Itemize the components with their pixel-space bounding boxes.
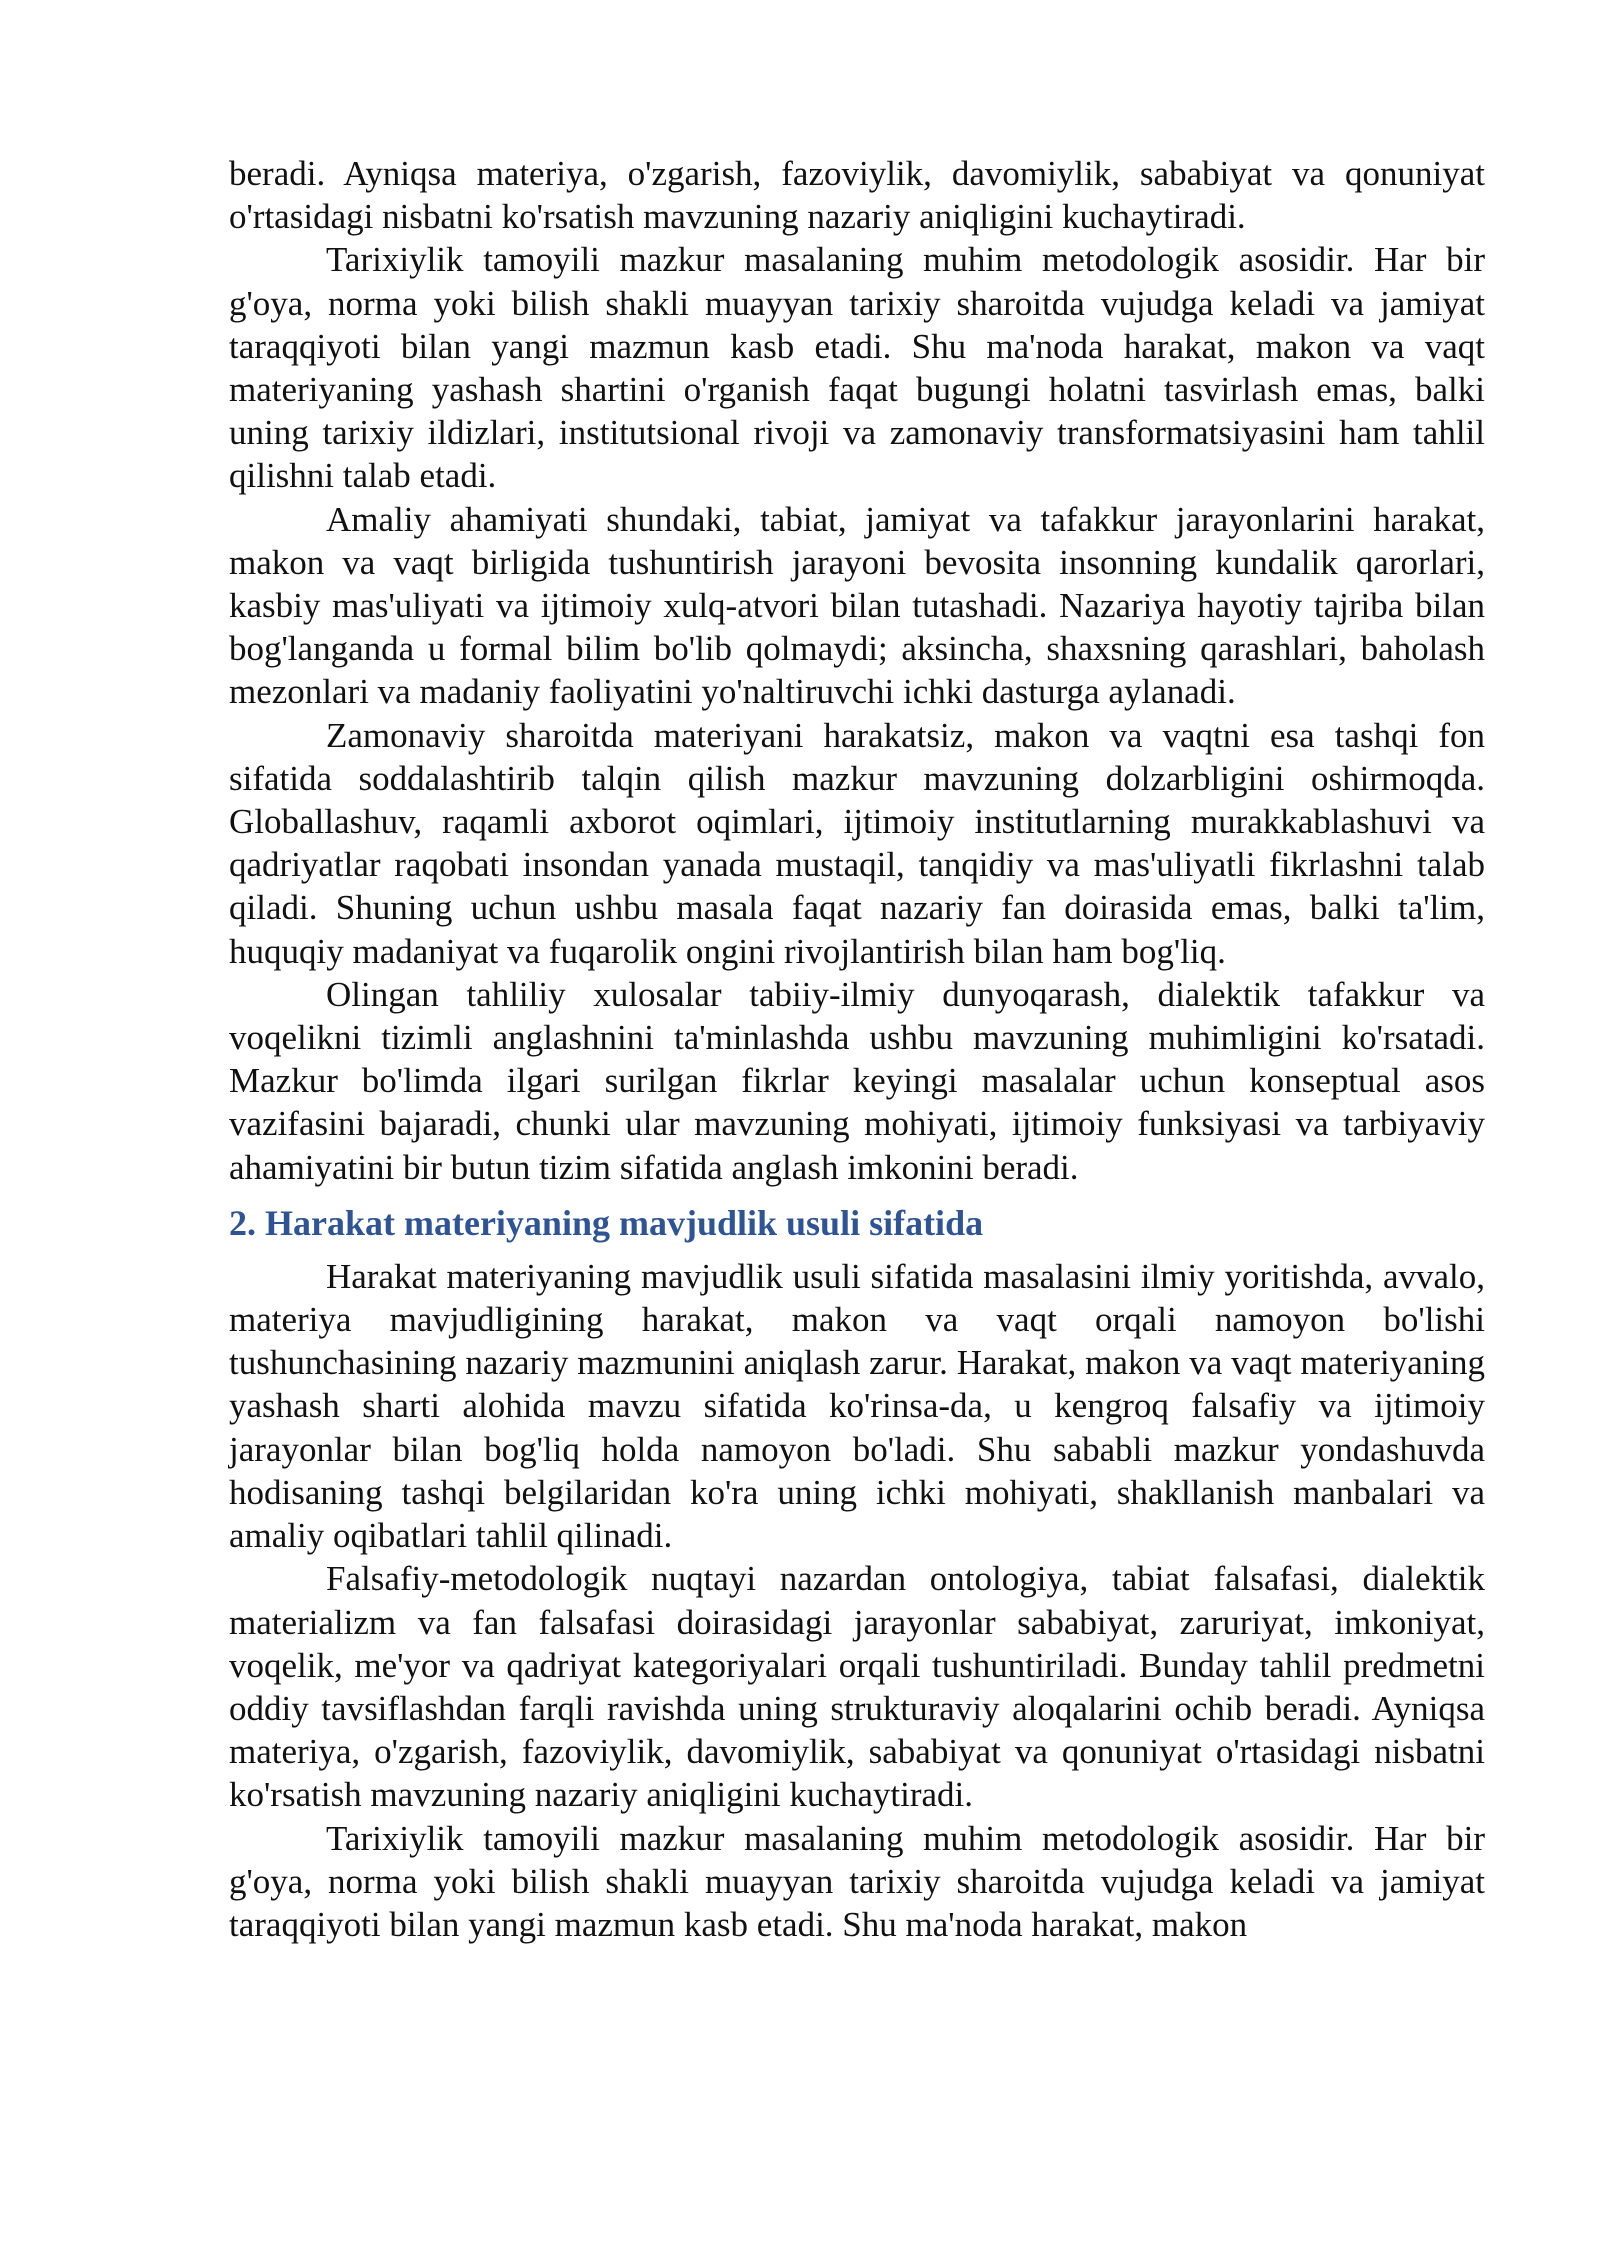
paragraph-modern-conditions: Zamonaviy sharoitda materiyani harakatsiz, makon va vaqtni esa tashqi fon sifatida soddalashtirib talqin qilish mazkur mavzuning dolzarbligini oshirmoqda. Globallashuv, raqamli axborot oqimlari, ijtimoiy institutlarning murakkablashuvi va qadriyatlar raqobati insondan yanada mustaqil, tanqidiy va mas'uliyatli fikrlashni talab qiladi. Shuning uchun ushbu masala faqat nazariy fan doirasida emas, balki ta'lim, huquqiy madaniyat va fuqarolik ongini rivojlantirish bilan ham bog'liq. xyxy=(229,715,1485,971)
paragraph-historicity-repeat: Tarixiylik tamoyili mazkur masalaning muhim metodologik asosidir. Har bir g'oya, norma yoki bilish shakli muayyan tarixiy sharoitda vujudga keladi va jamiyat taraqqiyoti bilan yangi mazmun kasb etadi. Shu ma'noda harakat, makon xyxy=(229,1818,1485,1944)
paragraph-practical-significance: Amaliy ahamiyati shundaki, tabiat, jamiyat va tafakkur jarayonlarini harakat, makon va vaqt birligida tushuntirish jarayoni bevosita insonning kundalik qarorlari, kasbiy mas'uliyati va ijtimoiy xulq-atvori bilan tutashadi. Nazariya hayotiy tajriba bilan bog'langanda u formal bilim bo'lib qolmaydi; aksincha, shaxsning qarashlari, baholash mezonlari va madaniy faoliyatini yo'naltiruvchi ichki dasturga aylanadi. xyxy=(229,499,1485,712)
paragraph-continued: beradi. Ayniqsa materiya, o'zgarish, fazoviylik, davomiylik, sababiyat va qonuniyat o'rtasidagi nisbatni ko'rsatish mavzuning nazariy aniqligini kuchaytiradi. xyxy=(229,154,1485,237)
document-page xyxy=(229,152,1485,1946)
paragraph-methodology: Falsafiy-metodologik nuqtayi nazardan ontologiya, tabiat falsafasi, dialektik materializm va fan falsafasi doirasidagi jarayonlar sababiyat, zaruriyat, imkoniyat, voqelik, me'yor va qadriyat kategoriyalari orqali tushuntiriladi. Bunday tahlil predmetni oddiy tavsiflashdan farqli ravishda uning strukturaviy aloqalarini ochib beradi. Ayniqsa materiya, o'zgarish, fazoviylik, davomiylik, sababiyat va qonuniyat o'rtasidagi nisbatni ko'rsatish mavzuning nazariy aniqligini kuchaytiradi. xyxy=(229,1559,1485,1815)
paragraph-conclusions: Olingan tahliliy xulosalar tabiiy-ilmiy dunyoqarash, dialektik tafakkur va voqelikni tizimli anglashnini ta'minlashda ushbu mavzuning muhimligini ko'rsatadi. Mazkur bo'limda ilgari surilgan fikrlar keyingi masalalar uchun konseptual asos vazifasini bajaradi, chunki ular mavzuning mohiyati, ijtimoiy funksiyasi va tarbiyaviy ahamiyatini bir butun tizim sifatida anglash imkonini beradi. xyxy=(229,974,1485,1187)
section-heading: 2. Harakat materiyaning mavjudlik usuli sifatida xyxy=(229,1202,984,1243)
paragraph-section-intro: Harakat materiyaning mavjudlik usuli sifatida masalasini ilmiy yoritishda, avvalo, materiya mavjudligining harakat, makon va vaqt orqali namoyon bo'lishi tushunchasining nazariy mazmunini aniqlash zarur. Harakat, makon va vaqt materiyaning yashash sharti alohida mavzu sifatida ko'rinsa-da, u kengroq falsafiy va ijtimoiy jarayonlar bilan bog'liq holda namoyon bo'ladi. Shu sababli mazkur yondashuvda hodisaning tashqi belgilaridan ko'ra uning ichki mohiyati, shakllanish manbalari va amaliy oqibatlari tahlil qilinadi. xyxy=(229,1256,1485,1556)
paragraph-historicity: Tarixiylik tamoyili mazkur masalaning muhim metodologik asosidir. Har bir g'oya, norma yoki bilish shakli muayyan tarixiy sharoitda vujudga keladi va jamiyat taraqqiyoti bilan yangi mazmun kasb etadi. Shu ma'noda harakat, makon va vaqt materiyaning yashash shartini o'rganish faqat bugungi holatni tasvirlash emas, balki uning tarixiy ildizlari, institutsional rivoji va zamonaviy transformatsiyasini ham tahlil qilishni talab etadi. xyxy=(229,240,1485,496)
